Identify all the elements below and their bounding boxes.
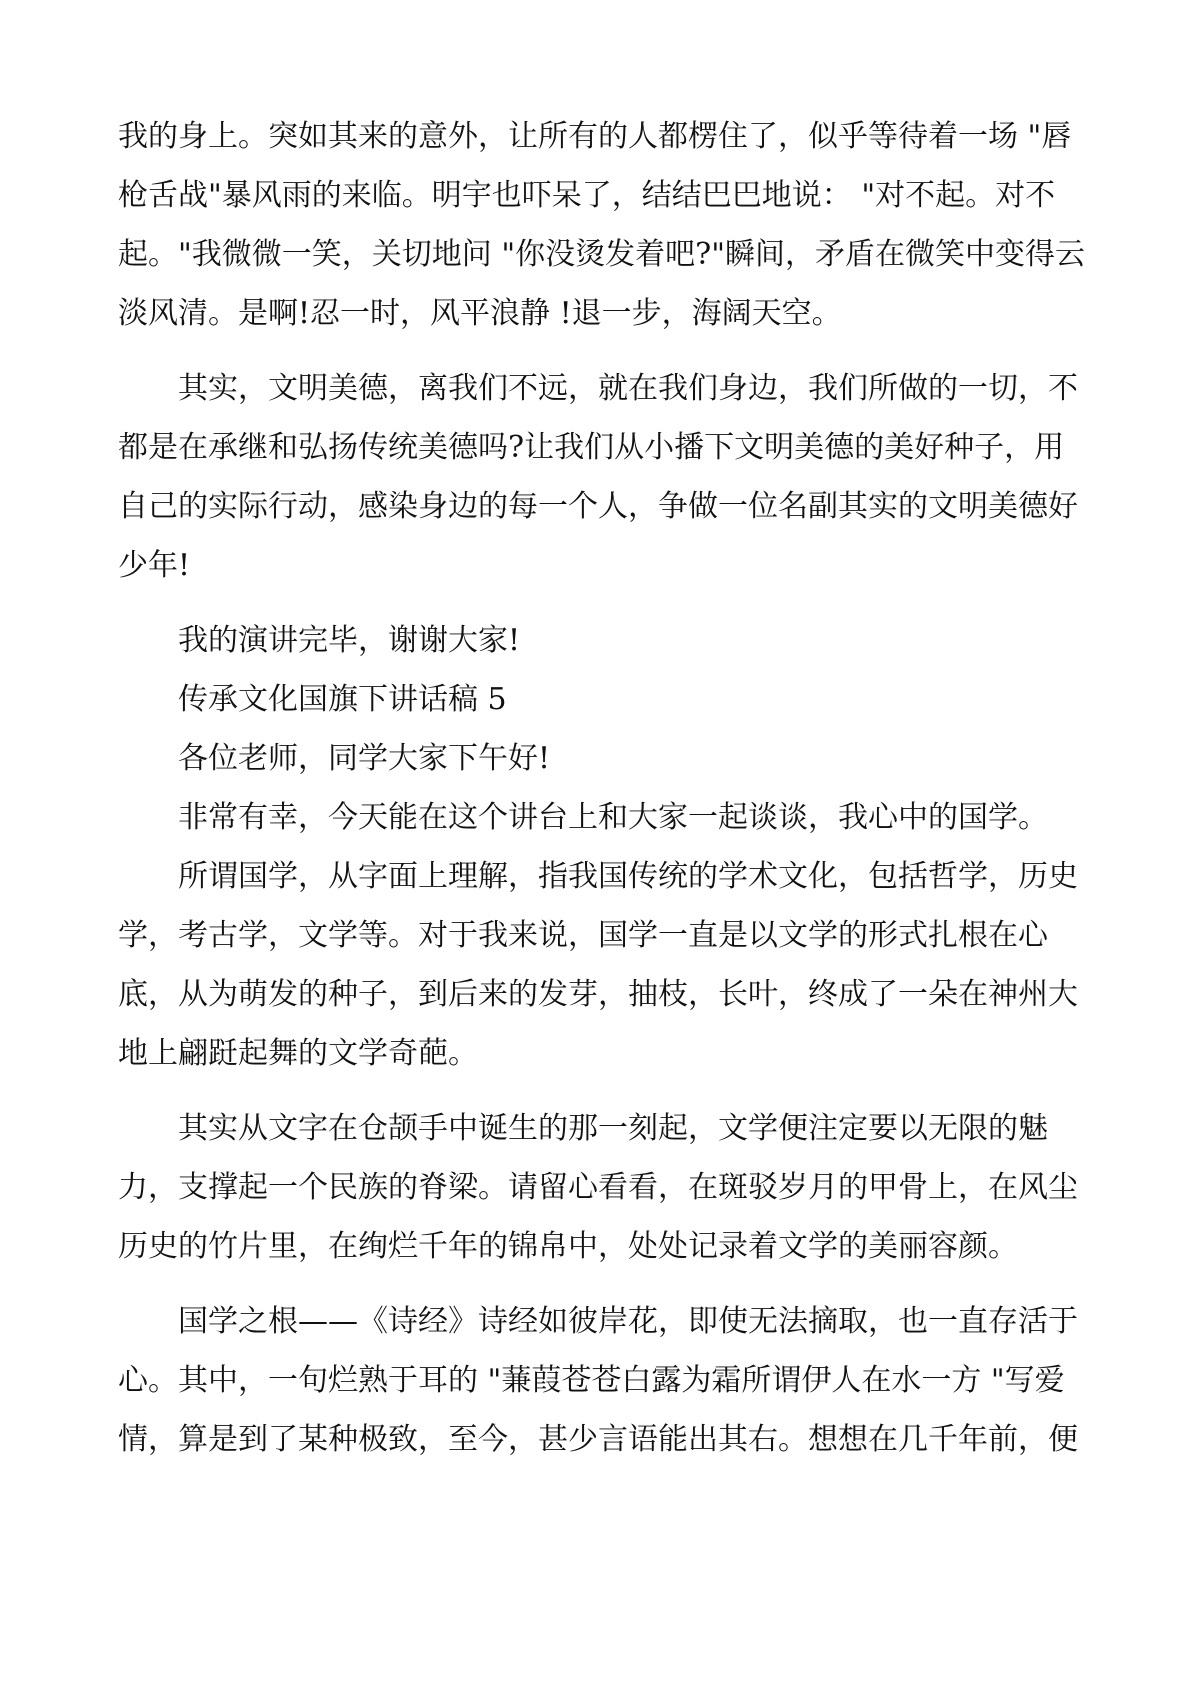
document-page xyxy=(118,107,1094,1469)
paragraph xyxy=(118,729,1094,788)
text-line: 国学之根——《诗经》诗经如彼岸花，即使无法摘取，也一直存活于 xyxy=(178,1304,1078,1339)
paragraph xyxy=(118,359,1094,595)
paragraph xyxy=(118,1099,1094,1276)
paragraph xyxy=(118,611,1094,670)
text-line: 都是在承继和弘扬传统美德吗?让我们从小播下文明美德的美好种子，用 xyxy=(118,430,1065,465)
text-line: 学，考古学，文学等。对于我来说，国学一直是以文学的形式扎根在心 xyxy=(118,918,1048,953)
text-line: 我的演讲完毕，谢谢大家! xyxy=(178,623,521,658)
text-line: 其实，文明美德，离我们不远，就在我们身边，我们所做的一切，不 xyxy=(178,371,1078,406)
text-line: 自己的实际行动，感染身边的每一个人，争做一位名副其实的文明美德好 xyxy=(118,489,1078,524)
text-line: 我的身上。突如其来的意外，让所有的人都楞住了，似乎等待着一场 "唇 xyxy=(118,119,1072,154)
text-line: 起。"我微微一笑，关切地问 "你没烫发着吧?"瞬间，矛盾在微笑中变得云 xyxy=(118,237,1086,272)
section-heading xyxy=(118,670,1094,729)
text-line: 各位老师，同学大家下午好! xyxy=(178,741,551,776)
text-line: 力，支撑起一个民族的脊梁。请留心看看，在斑驳岁月的甲骨上，在风尘 xyxy=(118,1170,1078,1205)
paragraph xyxy=(118,788,1094,847)
text-line: 少年! xyxy=(118,548,191,583)
paragraph xyxy=(118,847,1094,1083)
text-line: 非常有幸，今天能在这个讲台上和大家一起谈谈，我心中的国学。 xyxy=(178,800,1048,835)
text-line: 情，算是到了某种极致，至今，甚少言语能出其右。想想在几千年前，便 xyxy=(118,1422,1078,1457)
text-line: 历史的竹片里，在绚烂千年的锦帛中，处处记录着文学的美丽容颜。 xyxy=(118,1229,1018,1264)
text-line: 其实从文字在仓颉手中诞生的那一刻起，文学便注定要以无限的魅 xyxy=(178,1111,1048,1146)
paragraph xyxy=(118,107,1094,343)
text-line: 所谓国学，从字面上理解，指我国传统的学术文化，包括哲学，历史 xyxy=(178,859,1078,894)
text-line: 心。其中，一句烂熟于耳的 "蒹葭苍苍白露为霜所谓伊人在水一方 "写爱 xyxy=(118,1363,1065,1398)
text-line: 地上翩跹起舞的文学奇葩。 xyxy=(118,1036,478,1071)
text-line: 淡风清。是啊!忍一时，风平浪静 !退一步，海阔天空。 xyxy=(118,296,842,331)
text-line: 枪舌战"暴风雨的来临。明宇也吓呆了，结结巴巴地说： "对不起。对不 xyxy=(118,178,1056,213)
text-line: 传承文化国旗下讲话稿 5 xyxy=(178,682,507,717)
text-line: 底，从为萌发的种子，到后来的发芽，抽枝，长叶，终成了一朵在神州大 xyxy=(118,977,1078,1012)
paragraph xyxy=(118,1292,1094,1469)
